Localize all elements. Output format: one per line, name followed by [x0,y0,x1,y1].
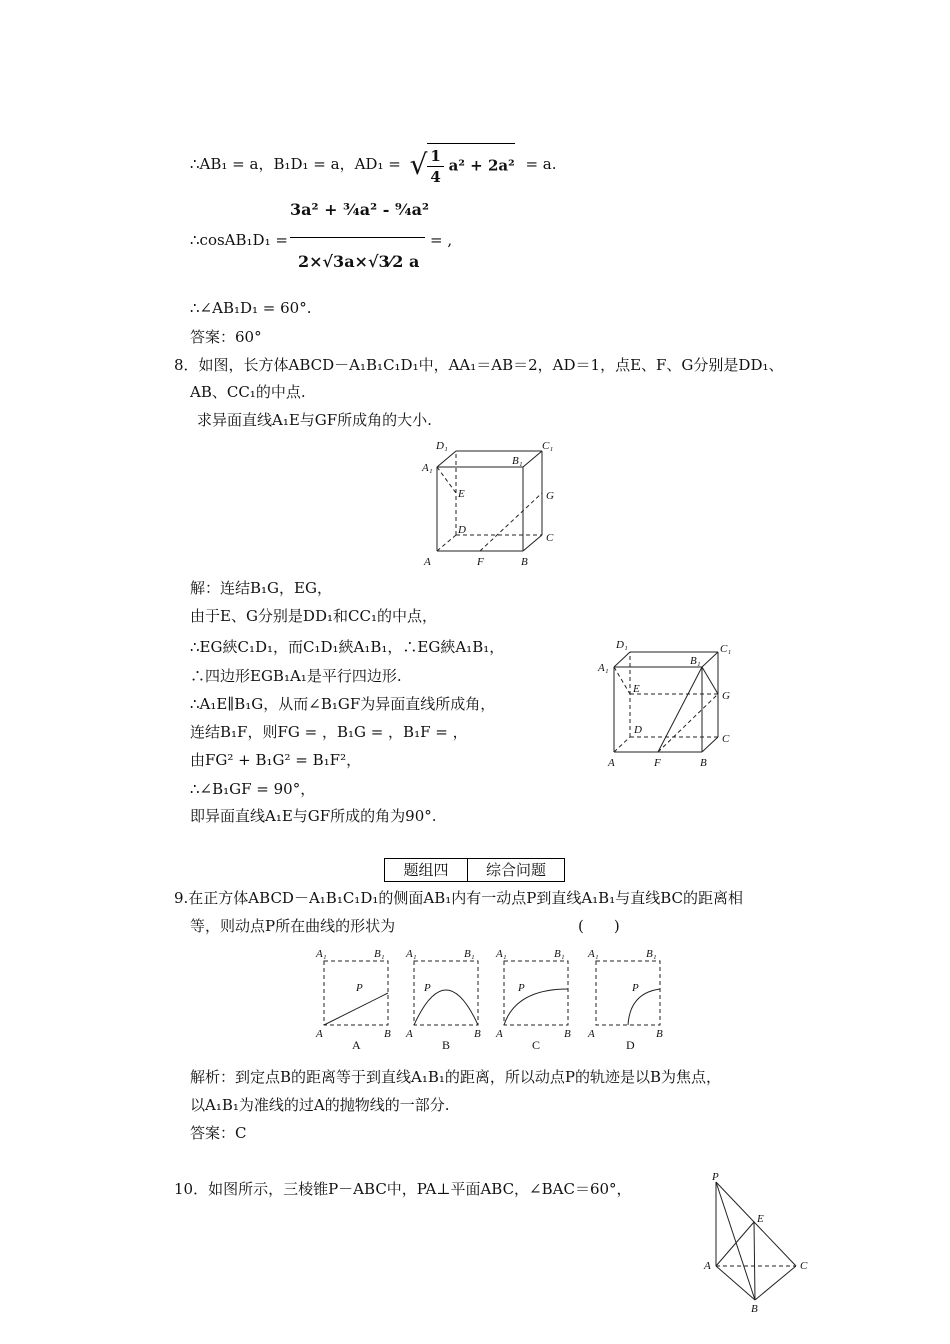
edge-P-C [716,1182,796,1266]
opt-c-B1: B₁ [554,948,565,960]
q8-sol-1: 解：连结B₁G，EG， [190,579,332,597]
sqrt-frac-num: 1 [427,146,443,167]
opt-b-P: P [424,982,431,994]
opt-d-B: B [656,1028,663,1040]
path-c-curve [504,989,568,1025]
q8-sol-3: ∴EG綊C₁D₁，而C₁D₁綊A₁B₁，∴EG綊A₁B₁， [190,638,505,656]
formula-line-1-end: = a. [525,155,557,173]
edge-B-C [755,1266,796,1300]
q9-option-a-figure [316,945,396,1050]
q10-line-1: 10．如图所示，三棱锥P－ABC中，PA⊥平面ABC，∠BAC＝60°， [174,1180,632,1198]
q9-paren: ( ) [578,917,620,935]
answer-prev: 答案：60° [190,328,262,346]
label-G: G [546,490,554,502]
label-D: D [458,524,466,536]
q9-option-c-figure [496,945,576,1050]
option-b-label: B [442,1038,451,1052]
angle-result: ∴∠AB₁D₁ = 60°. [190,299,312,317]
q9-option-d-figure [588,945,668,1050]
section-title-left: 题组四 [384,858,468,882]
label-B: B [521,556,528,568]
q9-analysis-1: 解析：到定点B的距离等于到直线A₁B₁的距离，所以动点P的轨迹是以B为焦点， [190,1068,722,1086]
label2-D: D [634,724,642,736]
q9-answer: 答案：C [190,1124,247,1142]
option-c-label: C [532,1038,541,1052]
path-a-line [324,993,388,1025]
opt-d-B1: B₁ [646,948,657,960]
label2-B1: B₁ [690,655,701,667]
opt-a-A1: A₁ [316,948,327,960]
q8-sol-6: 连结B₁F，则FG = ，B₁G = ，B₁F = ， [190,723,468,741]
label-C: C [546,532,554,544]
seg-A-E [716,1222,754,1266]
opt-c-B: B [564,1028,571,1040]
seg2-A1-E [614,667,630,694]
edge2-B1-C1 [702,652,718,667]
q9-line-2: 等，则动点P所在曲线的形状为 [190,917,396,935]
cos-fraction-denominator: 2×√3a×√3⁄2 a [298,252,420,271]
pyr-label-A: A [704,1260,711,1272]
path-d-curve [628,989,660,1025]
formula-line-1-text: ∴AB₁ = a，B₁D₁ = a，AD₁ = [190,155,401,173]
label-F: F [477,556,484,568]
edge-A-D [437,535,456,551]
seg-E-B [754,1222,755,1300]
q8-sol-2: 由于E、G分别是DD₁和CC₁的中点， [190,607,437,625]
q9-option-b-figure [406,945,486,1050]
label2-C1: C₁ [720,643,732,655]
label-A: A [424,556,431,568]
pyr-label-P: P [712,1171,719,1183]
label-E: E [458,488,465,500]
pyr-label-C: C [800,1260,808,1272]
q8-line-2: AB、CC₁的中点. [190,383,306,401]
label2-A: A [608,757,615,769]
q8-sol-9: 即异面直线A₁E与GF所成的角为90°. [190,807,437,825]
q8-sol-7: 由FG² + B₁G² = B₁F²， [190,751,362,769]
edge-P-B [716,1182,755,1300]
label2-F: F [654,757,661,769]
pyr-label-B: B [751,1303,758,1315]
seg2-B1-G [702,667,718,694]
q9-line-1: 9.在正方体ABCD－A₁B₁C₁D₁的侧面AB₁内有一动点P到直线A₁B₁与直线BC的距离相 [174,889,743,907]
sqrt-frac-den: 4 [430,168,441,186]
q10-pyramid-figure [700,1172,820,1322]
q8-sol-8: ∴∠B₁GF = 90°， [190,780,316,798]
opt-d-A1: A₁ [588,948,599,960]
opt-d-P: P [632,982,639,994]
formula-line-2-prefix: ∴cosAB₁D₁ = [190,231,288,249]
segment-A1-E [437,467,456,493]
q8-line-3: 求异面直线A₁E与GF所成角的大小. [197,411,432,429]
edge2-A-D [614,737,630,752]
seg2-B1-F [658,667,702,752]
opt-c-A1: A₁ [496,948,507,960]
opt-a-B: B [384,1028,391,1040]
opt-a-A: A [316,1028,323,1040]
edge-B-C [523,535,542,551]
q8-solution-figure [596,632,746,772]
cos-fraction-bar [290,237,425,238]
edge-B1-C1 [523,451,542,467]
opt-c-A: A [496,1028,503,1040]
opt-b-A: A [406,1028,413,1040]
opt-b-B: B [474,1028,481,1040]
opt-b-B1: B₁ [464,948,475,960]
sqrt-expression: √ $\frac{1}{4}$ a² + 2a² [410,143,515,187]
opt-a-P: P [356,982,363,994]
square-d [596,961,660,1025]
label-A1: A₁ [422,462,433,474]
q9-analysis-2: 以A₁B₁为准线的过A的抛物线的一部分. [190,1096,450,1114]
formula-line-2-end: = , [430,231,453,249]
seg2-F-G [658,694,718,752]
label2-G: G [722,690,730,702]
edge-A1-D1 [437,451,456,467]
opt-d-A: A [588,1028,595,1040]
q8-sol-4: ∴四边形EGB₁A₁是平行四边形. [190,667,402,685]
label2-E: E [633,683,640,695]
q8-cuboid-figure [420,435,560,575]
label2-D1: D₁ [616,639,628,651]
square-c [504,961,568,1025]
opt-c-P: P [518,982,525,994]
option-d-label: D [626,1038,635,1052]
edge2-A1-D1 [614,652,630,667]
section-title-right: 综合问题 [467,858,565,882]
label-B1: B₁ [512,455,523,467]
label-C1: C₁ [542,440,554,452]
formula-line-1 [190,143,557,187]
label2-C: C [722,733,730,745]
sqrt-rest: a² + 2a² [448,156,515,175]
pyr-label-E: E [757,1213,764,1225]
path-b-arc [414,990,478,1025]
edge2-B-C [702,737,718,752]
label2-A1: A₁ [598,662,609,674]
option-a-label: A [352,1038,361,1052]
q8-line-1: 8．如图，长方体ABCD－A₁B₁C₁D₁中，AA₁＝AB＝2，AD＝1，点E、F、G分别是DD₁、 [174,356,784,374]
label2-B: B [700,757,707,769]
q8-sol-5: ∴A₁E∥B₁G，从而∠B₁GF为异面直线所成角， [190,695,496,713]
cos-fraction-numerator: 3a² + ³⁄₄a² - ⁹⁄₄a² [290,200,429,219]
label-D1: D₁ [436,440,448,452]
opt-b-A1: A₁ [406,948,417,960]
opt-a-B1: B₁ [374,948,385,960]
